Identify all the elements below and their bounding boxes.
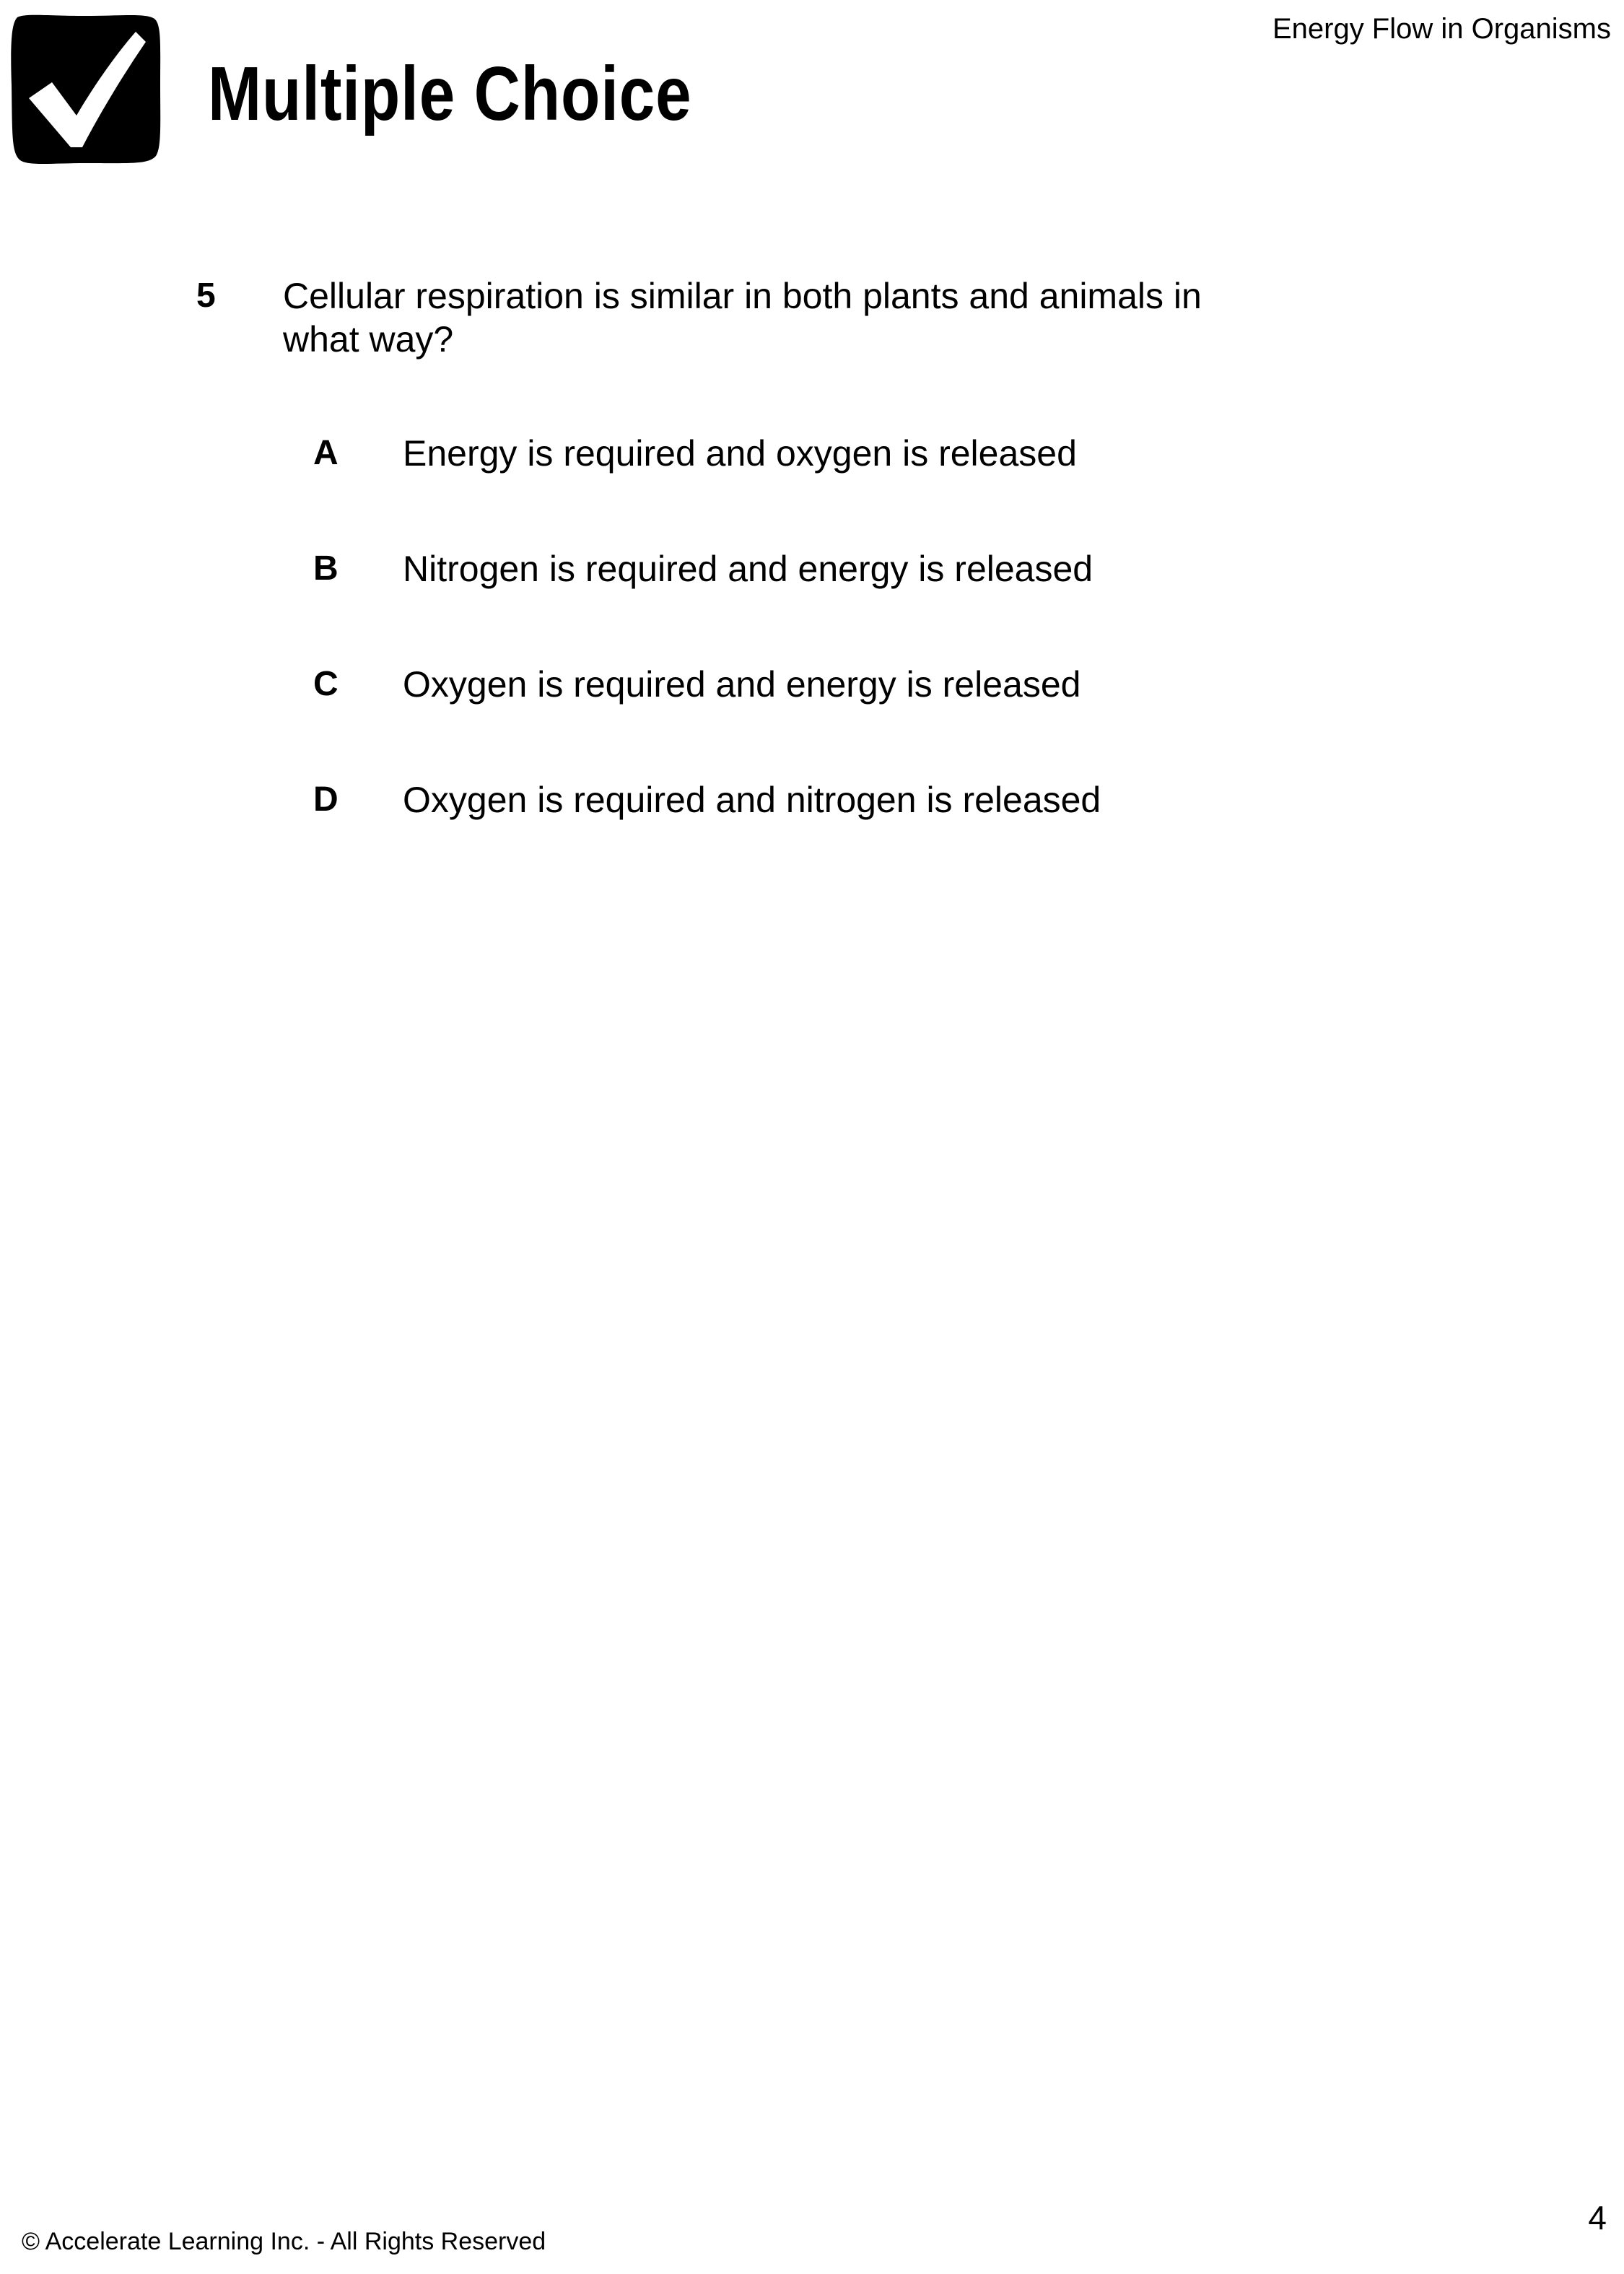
footer-copyright: © Accelerate Learning Inc. - All Rights Reserved (22, 2228, 546, 2255)
choice-text: Oxygen is required and energy is released (403, 664, 1081, 705)
choice-text: Nitrogen is required and energy is released (403, 549, 1093, 589)
choice-c[interactable] (313, 663, 1396, 778)
question-row (196, 274, 1279, 361)
choice-d[interactable] (313, 778, 1396, 894)
choice-letter: A (313, 434, 339, 472)
choice-letter: C (313, 665, 339, 703)
choice-a[interactable] (313, 432, 1396, 547)
question-stem: Cellular respiration is similar in both plants and animals in what way? (283, 276, 1202, 360)
choice-b[interactable] (313, 547, 1396, 663)
answer-choices (313, 432, 1396, 894)
choice-text: Energy is required and oxygen is released (403, 433, 1077, 474)
section-title: Multiple Choice (208, 51, 692, 136)
choice-text: Oxygen is required and nitrogen is released (403, 780, 1101, 820)
topic-header: Energy Flow in Organisms (1272, 13, 1611, 45)
checkmark-icon (7, 13, 163, 166)
page-number: 4 (1588, 2199, 1607, 2236)
question-number: 5 (196, 276, 216, 315)
choice-letter: D (313, 780, 339, 819)
choice-letter: B (313, 549, 339, 588)
question-block (196, 274, 1279, 361)
